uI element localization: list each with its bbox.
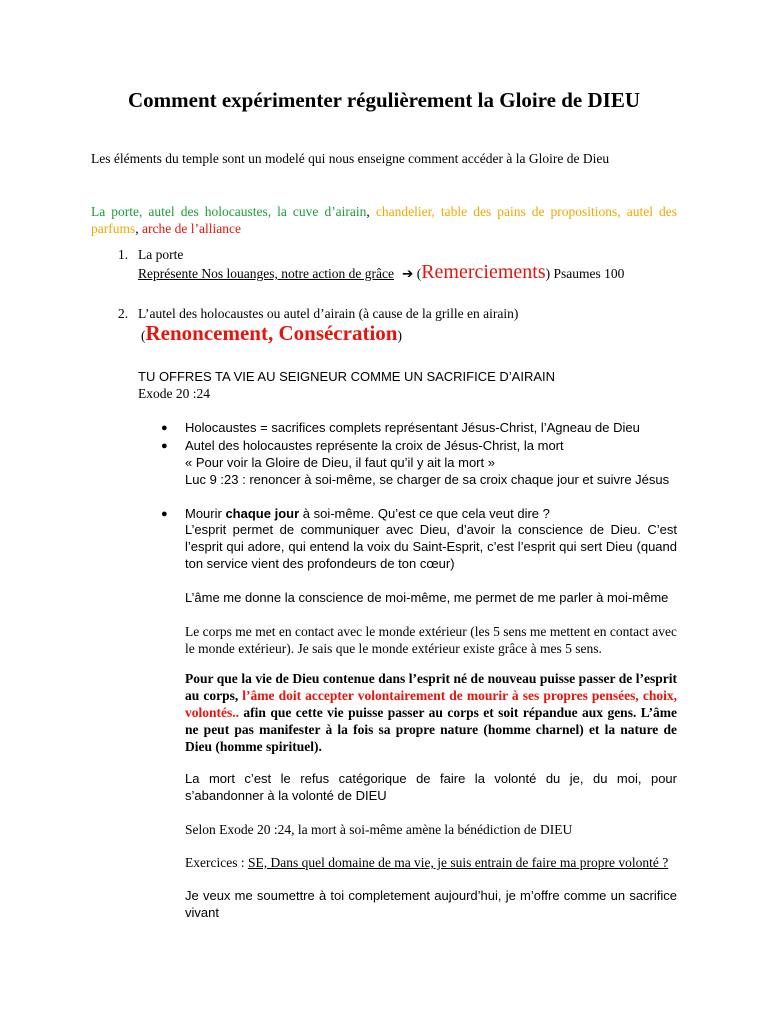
paragraph-body: Le corps me met en contact avec le monde extérieur (les 5 sens me mettent en contact avec le monde extérieur). Je sais que le monde extérieur existe grâce à mes 5 sens.	[185, 624, 677, 656]
elements-holy-place: chandelier, table des pains de propositions, autel des parfums	[91, 204, 677, 236]
paragraph-exode: Selon Exode 20 :24, la mort à soi-même amène la bénédiction de DIEU	[185, 822, 573, 837]
bullet-icon: ●	[161, 422, 168, 434]
bullet2-line3: Luc 9 :23 : renoncer à soi-même, se charger de sa croix chaque jour et suivre Jésus	[185, 472, 670, 487]
elements-holy-of-holies: arche de l’alliance	[142, 221, 241, 236]
item2-title: L’autel des holocaustes ou autel d’airain (à cause de la grille en airain)	[138, 306, 519, 321]
item1-keyword: Remerciements	[421, 261, 546, 283]
paragraph-prayer: Je veux me soumettre à toi completement aujourd’hui, je m’offre comme un sacrifice vivant	[185, 888, 677, 920]
bullet3-text: Mourir chaque jour à soi-même. Qu’est ce que cela veut dire ?	[185, 506, 550, 521]
elements-outer-court: La porte, autel des holocaustes, la cuve d’airain	[91, 204, 367, 219]
item2-keyword-line: (Renoncement, Consécration)	[141, 321, 402, 345]
item2-line1: TU OFFRES TA VIE AU SEIGNEUR COMME UN SACRIFICE D’AIRAIN	[138, 369, 556, 384]
highlight-soul-must-die: l’âme doit accepter volontairement de mourir à ses propres pensées, choix, volontés..	[185, 688, 677, 720]
item2-keyword: Renoncement, Consécration	[145, 321, 398, 345]
intro-text: Les éléments du temple sont un modelé qui nous enseigne comment accéder à la Gloire de Dieu	[91, 151, 610, 166]
item2-line2: Exode 20 :24	[138, 386, 210, 401]
item1-title: La porte	[138, 247, 184, 262]
page-title: Comment expérimenter régulièrement la Gloire de DIEU	[127, 88, 641, 112]
list-number-1: 1.	[118, 247, 129, 262]
arrow-icon: ➔	[402, 266, 414, 281]
bullet2-line2: « Pour voir la Gloire de Dieu, il faut qu’il y ait la mort »	[185, 455, 495, 470]
paragraph-soul: L’âme me donne la conscience de moi-même, me permet de me parler à moi-même	[185, 590, 669, 605]
bullet1-text: Holocaustes = sacrifices complets représentant Jésus-Christ, l’Agneau de Dieu	[185, 420, 640, 435]
exercises-label: Exercices :	[185, 855, 248, 870]
paragraph-spirit: L’esprit permet de communiquer avec Dieu, d’avoir la conscience de Dieu. C’est l’esprit qui adore, qui entend la voix du Saint-Esprit, c’est l’esprit qui sert Dieu (quand ton service vient des profondeurs de ton cœur)	[185, 522, 677, 571]
paragraph-exercises	[185, 854, 677, 871]
emphasis-daily: chaque jour	[225, 506, 300, 521]
list-number-2: 2.	[118, 306, 129, 321]
bullet-icon: ●	[161, 508, 168, 520]
paragraph-death-definition: La mort c’est le refus catégorique de faire la volonté du je, du moi, pour s’abandonner à la volonté de DIEU	[185, 771, 677, 803]
bullet-icon: ●	[161, 440, 168, 452]
item1-description-line: Représente Nos louanges, notre action de grâce ➔ (Remerciements) Psaumes 100	[138, 261, 625, 283]
temple-elements: La porte, autel des holocaustes, la cuve d’airain, chandelier, table des pains de propositions, autel des parfums, arche de l’alliance	[91, 204, 677, 236]
item1-description: Représente Nos louanges, notre action de grâce	[138, 266, 395, 281]
item1-reference: Psaumes 100	[550, 266, 625, 281]
paragraph-key-teaching: Pour que la vie de Dieu contenue dans l’esprit né de nouveau puisse passer de l’esprit au corps, l’âme doit accepter volontairement de mourir à ses propres pensées, choix, volontés.. afin que cette vie puisse passer au corps et soit répandue aux gens. L’âme ne peut pas manifester à la fois sa propre nature (homme charnel) et la nature de Dieu (homme spirituel).	[185, 671, 677, 754]
exercises-question: SE, Dans quel domaine de ma vie, je suis entrain de faire ma propre volonté ?	[247, 855, 669, 870]
bullet2-line1: Autel des holocaustes représente la croix de Jésus-Christ, la mort	[185, 438, 564, 453]
